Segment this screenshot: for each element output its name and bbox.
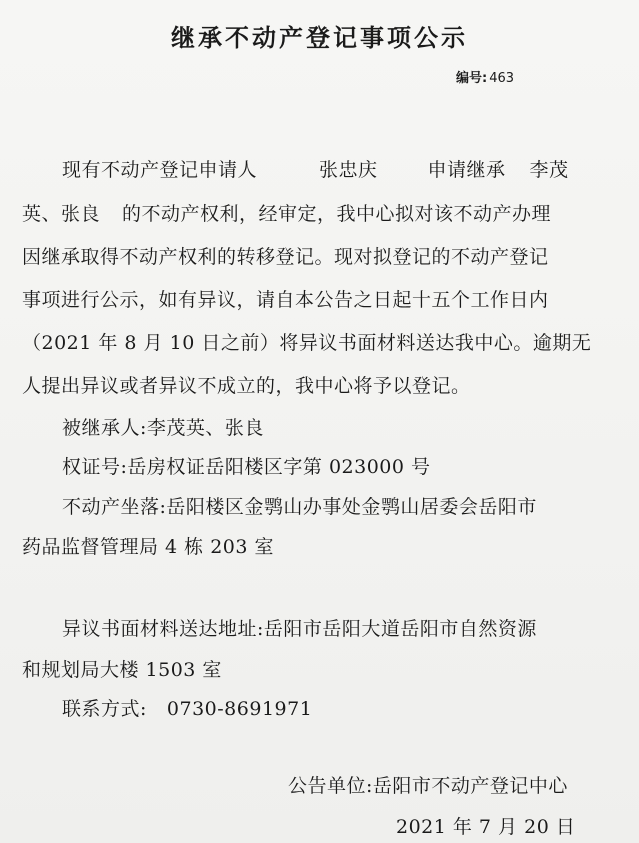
cert-row	[62, 452, 431, 479]
cert-value: 岳房权证岳阳楼区字第 023000 号	[127, 456, 431, 478]
issuer-row	[288, 771, 568, 798]
body-intro: 现有不动产登记申请人	[62, 159, 258, 181]
body-line-2-text: 的不动产权利，经审定，我中心拟对该不动产办理	[122, 203, 552, 225]
decedent-label: 被继承人:	[62, 417, 147, 439]
notice-date: 2021 年 7 月 20 日	[396, 816, 576, 838]
body-line-2	[22, 199, 551, 226]
issuer-label: 公告单位:	[288, 775, 373, 797]
heir-name-part1: 李茂	[529, 159, 569, 181]
objection-label: 异议书面材料送达地址:	[62, 618, 264, 640]
body-line-1	[62, 155, 569, 182]
objection-row	[62, 614, 537, 641]
body-line-3: 因继承取得不动产权利的转移登记。现对拟登记的不动产登记	[22, 246, 549, 268]
body-line-4: 事项进行公示，如有异议，请自本公告之日起十五个工作日内	[22, 289, 549, 311]
objection-value-line1: 岳阳市岳阳大道岳阳市自然资源	[263, 618, 537, 640]
objection-value-line2: 和规划局大楼 1503 室	[22, 659, 222, 681]
contact-row	[62, 694, 312, 721]
heir-name-part2: 英、张良	[22, 203, 101, 225]
location-row	[62, 492, 537, 519]
issuer-value: 岳阳市不动产登记中心	[372, 775, 568, 797]
body-line-5: （2021 年 8 月 10 日之前）将异议书面材料送达我中心。逾期无	[22, 332, 592, 354]
page-title: 继承不动产登记事项公示	[171, 24, 468, 52]
location-label: 不动产坐落:	[62, 496, 167, 518]
body-line-6: 人提出异议或者异议不成立的，我中心将予以登记。	[22, 375, 471, 397]
location-value-line1: 岳阳楼区金鹗山办事处金鹗山居委会岳阳市	[166, 496, 537, 518]
serial-number	[456, 67, 514, 86]
location-value-line2: 药品监督管理局 4 栋 203 室	[22, 536, 275, 558]
serial-value: 463	[489, 71, 515, 86]
applicant-name: 张忠庆	[319, 159, 378, 181]
decedent-row	[62, 413, 264, 440]
apply-inherit-text: 申请继承	[427, 159, 506, 181]
contact-label: 联系方式:	[62, 698, 147, 720]
contact-value: 0730-8691971	[166, 698, 313, 720]
serial-label: 编号:	[456, 71, 488, 86]
decedent-value: 李茂英、张良	[146, 417, 264, 439]
cert-label: 权证号:	[62, 456, 128, 478]
